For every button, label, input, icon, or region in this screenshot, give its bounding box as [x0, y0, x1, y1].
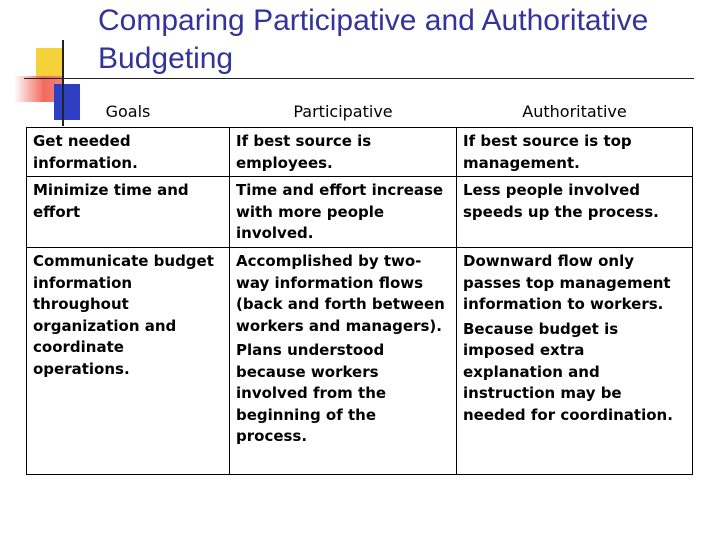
cell-text: Accomplished by two-way information flows (back and forth between workers and managers). [236, 252, 445, 335]
cell-text: If best source is employees. [236, 132, 372, 172]
cell-text: Less people involved speeds up the process. [463, 181, 659, 221]
participative-cell [230, 128, 457, 177]
goal-cell: Minimize time and effort [27, 177, 230, 248]
decor-horizontal-line [24, 78, 694, 79]
cell-text: Downward flow only passes top management information to workers. [463, 252, 671, 313]
cell-text: If best source is top management. [463, 132, 632, 172]
header-authoritative: Authoritative [522, 101, 627, 121]
goal-cell: Get needed information. [27, 128, 230, 177]
cell-text: Because budget is imposed extra explanation and instruction may be needed for coordination. [463, 319, 673, 424]
slide-title: Comparing Participative and Authoritative Budgeting [98, 4, 649, 75]
goal-cell: Communicate budget information throughout organization and coordinate operations. [27, 248, 230, 475]
authoritative-cell [457, 128, 693, 177]
header-goals: Goals [105, 101, 151, 121]
decor-yellow-square [36, 48, 64, 78]
comparison-table [26, 95, 693, 475]
participative-cell [230, 177, 457, 248]
table-row [27, 177, 693, 248]
cell-text: Time and effort increase with more people involved. [236, 181, 444, 242]
table-header-row [27, 95, 693, 128]
cell-text: Plans understood because workers involved from the beginning of the process. [236, 341, 387, 445]
table-row [27, 128, 693, 177]
authoritative-cell [457, 248, 693, 475]
participative-cell [230, 248, 457, 475]
header-participative: Participative [293, 101, 393, 121]
authoritative-cell [457, 177, 693, 248]
table-row [27, 248, 693, 475]
